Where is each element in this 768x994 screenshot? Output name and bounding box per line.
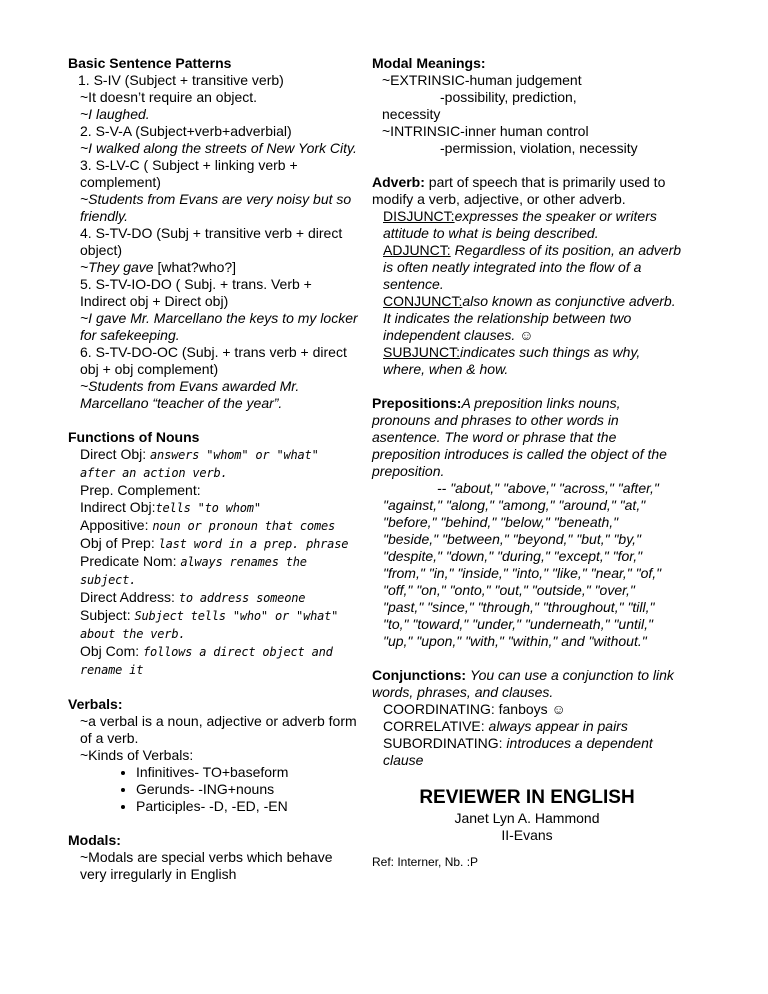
pattern-1: 1. S-IV (Subject + transitive verb) xyxy=(78,72,284,88)
section-heading: Functions of Nouns xyxy=(68,429,200,445)
section-heading: Modal Meanings: xyxy=(372,55,486,71)
conjunction-type: COORDINATING: fanboys ☺ xyxy=(383,701,566,717)
section-heading: Modals: xyxy=(68,832,121,848)
pattern-example: ~I gave Mr. Marcellano the keys to my locker for safekeeping. xyxy=(80,310,358,343)
functions-of-nouns xyxy=(68,429,358,679)
adverb-type: SUBJUNCT:indicates such things as why, where, when & how. xyxy=(383,344,641,377)
section-name: II-Evans xyxy=(501,827,553,843)
noun-function: Direct Obj: answers "whom" or "what" after an action verb. xyxy=(80,446,319,480)
modal-definition: ~Modals are special verbs which behave very irregularly in English xyxy=(80,849,333,882)
list-item: • Participles- -D, -ED, -EN xyxy=(136,798,358,815)
preposition-line: "past," "since," "through," "throughout," "till," xyxy=(383,599,655,615)
preposition-line: "against," "along," "among," "around," "at," xyxy=(383,497,646,513)
noun-function: Obj of Prep: last word in a prep. phrase xyxy=(80,535,349,551)
conjunction-type: SUBORDINATING: introduces a dependent clause xyxy=(383,735,653,768)
right-column xyxy=(372,55,682,871)
modal-meanings xyxy=(372,55,682,157)
pattern-2: 2. S-V-A (Subject+verb+adverbial) xyxy=(80,123,292,139)
preposition-line: "to," "toward," "under," "underneath," "until," xyxy=(383,616,653,632)
verbal-kinds-label: ~Kinds of Verbals: xyxy=(80,747,194,763)
conjunction-definition: Conjunctions: You can use a conjunction to link words, phrases, and clauses. xyxy=(372,667,674,700)
pattern-example: ~I laughed. xyxy=(80,106,150,122)
meaning-line: -possibility, prediction, xyxy=(440,89,577,105)
modals xyxy=(68,832,358,883)
adverb-definition: Adverb: part of speech that is primarily used to modify a verb, adjective, or other adverb. xyxy=(372,174,666,207)
preposition-line: "off," "on," "onto," "out," "outside," "over," xyxy=(383,582,635,598)
adverb-type: CONJUNCT:also known as conjunctive adverb. It indicates the relationship between two independent clauses. ☺ xyxy=(383,293,676,343)
meaning-line: -permission, violation, necessity xyxy=(440,140,638,156)
preposition-line: "up," "upon," "with," "within," and "without." xyxy=(383,633,647,649)
pattern-6: 6. S-TV-DO-OC (Subj. + trans verb + direct obj + obj complement) xyxy=(80,344,347,377)
pattern-example: ~They gave [what?who?] xyxy=(80,259,237,275)
section-heading: Verbals: xyxy=(68,696,123,712)
pattern-example: ~I walked along the streets of New York City. xyxy=(80,140,357,156)
noun-function: Subject: Subject tells "who" or "what" about the verb. xyxy=(80,607,339,641)
pattern-3: 3. S-LV-C ( Subject + linking verb + complement) xyxy=(80,157,298,190)
pattern-note: ~It doesn’t require an object. xyxy=(80,89,258,105)
conjunction-type: CORRELATIVE: always appear in pairs xyxy=(383,718,628,734)
noun-function: Predicate Nom: always renames the subject. xyxy=(80,553,307,587)
adverb-type: ADJUNCT: Regardless of its position, an adverb is often neatly integrated into the flow of a sentence. xyxy=(383,242,682,292)
prepositions xyxy=(372,395,682,650)
list-item: • Infinitives- TO+baseform xyxy=(136,764,358,781)
noun-function: Prep. Complement: xyxy=(80,482,201,498)
meaning-line: necessity xyxy=(382,106,441,122)
preposition-list xyxy=(372,480,682,650)
left-column xyxy=(68,55,358,900)
pattern-4: 4. S-TV-DO (Subj + transitive verb + direct object) xyxy=(80,225,343,258)
section-heading: Basic Sentence Patterns xyxy=(68,55,232,71)
preposition-line: "beside," "between," "beyond," "but," "by," xyxy=(383,531,642,547)
basic-sentence-patterns xyxy=(68,55,358,412)
pattern-example: ~Students from Evans are very noisy but so friendly. xyxy=(80,191,352,224)
author-name: Janet Lyn A. Hammond xyxy=(454,810,600,826)
preposition-line: "before," "behind," "below," "beneath," xyxy=(383,514,619,530)
noun-function: Obj Com: follows a direct object and rename it xyxy=(80,643,333,677)
meaning-line: ~INTRINSIC-inner human control xyxy=(382,123,589,139)
noun-function: Direct Address: to address someone xyxy=(80,589,306,605)
pattern-example: ~Students from Evans awarded Mr. Marcellano “teacher of the year”. xyxy=(80,378,300,411)
title-block xyxy=(372,786,682,844)
noun-function: Appositive: noun or pronoun that comes xyxy=(80,517,336,533)
meaning-line: ~EXTRINSIC-human judgement xyxy=(382,72,582,88)
preposition-definition: Prepositions:A preposition links nouns, pronouns and phrases to other words in asentence. The word or phrase that the preposition introduces is called the object of the preposition. xyxy=(372,395,667,479)
pattern-5: 5. S-TV-IO-DO ( Subj. + trans. Verb + Indirect obj + Direct obj) xyxy=(80,276,312,309)
verbal-definition: ~a verbal is a noun, adjective or adverb form of a verb. xyxy=(80,713,357,746)
noun-function: Indirect Obj:tells "to whom" xyxy=(80,499,261,515)
preposition-line: "from," "in," "inside," "into," "like," "near," "of," xyxy=(383,565,662,581)
adverb-type: DISJUNCT:expresses the speaker or writers attitude to what is being described. xyxy=(383,208,657,241)
list-item: • Gerunds- -ING+nouns xyxy=(136,781,358,798)
preposition-line: "despite," "down," "during," "except," "for," xyxy=(383,548,643,564)
conjunctions xyxy=(372,667,682,769)
verbals xyxy=(68,696,358,815)
verbal-kinds-list xyxy=(68,764,358,815)
reference-note: Ref: Interner, Nb. :P xyxy=(372,855,479,869)
adverb xyxy=(372,174,682,378)
document-title: REVIEWER IN ENGLISH xyxy=(419,787,635,808)
preposition-line: -- "about," "above," "across," "after," xyxy=(437,480,659,496)
